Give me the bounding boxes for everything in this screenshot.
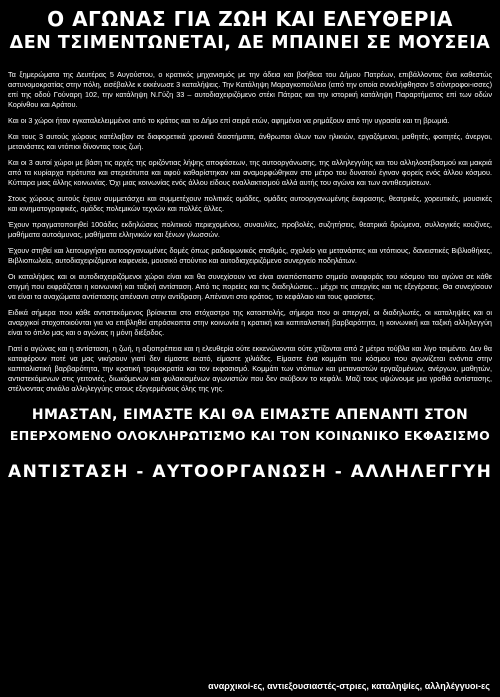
headline-line-2: ΔΕΝ ΤΣΙΜΕΝΤΩΝΕΤΑΙ, ΔΕ ΜΠΑΙΝΕΙ ΣΕ ΜΟΥΣΕΙΑ xyxy=(9,33,491,53)
paragraph: Στους χώρους αυτούς έχουν συμμετάσχει και συμμετέχουν πολιτικές ομάδες, ομάδες αυτοοργανωμένης έκφρασης, θεατρικές, χορευτικές, μουσικές και κινηματογραφικές, ομάδες πολεμικών τεχνών και πολλές άλλες. xyxy=(8,193,492,213)
paragraph: Και οι 3 αυτοί χώροι με βάση τις αρχές της οριζόντιας λήψης αποφάσεων, της αυτοοργάνωσης, της αλληλεγγύης και του αλληλοσεβασμού και μακριά από τα κυρίαρχα πρότυπα και στερεότυπα και αφού καθαρίστηκαν και αναμορφώθηκαν στο μέτρο του δυνατού έγιναν φορείς ενός άλλου κόσμου. Κύτταρα μιας άλλης κοινωνίας. Όχι μιας κοινωνίας ενός άλλου είδους εναλλακτισμού αλλά αυτής του αγώνα και των αντιθεσμίσεων. xyxy=(8,157,492,187)
paragraph: Και τους 3 αυτούς χώρους κατέλαβαν σε διαφορετικά χρονικά διαστήματα, άνθρωποι όλων των ηλικιών, εργαζόμενοι, μαθητές, φοιτητές, άνεργοι, μετανάστες και ντόπιοι δίνοντας τους ζωή. xyxy=(8,131,492,151)
paragraph: Και οι 3 χώροι ήταν εγκαταλελειμμένοι από το κράτος και το Δήμο επί σειρά ετών, αφημένοι να ρημάξουν από την υγρασία και τη βρωμιά. xyxy=(8,115,450,125)
signature: αναρχικοί-ες, αντιεξουσιαστές-στριες, καταληψίες, αλληλέγγυοι-ες xyxy=(208,681,490,691)
paragraph: Έχουν πραγματοποιηθεί 100άδες εκδηλώσεις πολιτικού περιεχομένου, συναυλίες, προβολές, συζητήσεις, θεατρικά δρώμενα, συλλογικές κουζίνες, μαθήματα αυτοάμυνας, μαθήματα ελληνικών και ξένων γλωσσών. xyxy=(8,219,492,239)
paragraph: Έχουν στηθεί και λειτουργήσει αυτοοργανωμένες δομές όπως ραδιοφωνικός σταθμός, σχολείο για μετανάστες και ντόπιους, δανειστικές Βιβλιοθήκες, Βιβλιοπωλεία, αυτοδιαχειριζόμενα καφενεία, μουσικό στούντιο και αυτοδιαχειριζόμενο συνεργείο ποδηλάτων. xyxy=(8,245,492,265)
paragraph: Γιατί ο αγώνας και η αντίσταση, η ζωή, η αξιοπρέπεια και η ελευθερία ούτε εκκενώνονται ούτε χτίζονται από 2 μέτρα τούβλα και λίγο τσιμέντο. Δεν θα καταφέρουν ποτέ να μας νικήσουν γιατί δεν είμαστε εκατό, είμαστε χιλιάδες. Είμαστε ένα κομμάτι του κόσμου που αγωνίζεται ενάντια στην καπιταλιστική βαρβαρότητα, την κρατική τρομοκρατία και τον εκφασισμό. Κομμάτι των ντόπιων και μεταναστών εργαζομένων, ανέργων, μαθητών, αντιστεκόμενων στις γειτονιές, διωκόμενων και φυλακισμένων αγωνιστών που δεν σκύβουν το κεφάλι. Μαζί τους υψώνουμε μια γροθιά αντίστασης, στέλνοντας σινιάλο αλληλεγγύης στους εξεγερμένους όλης της γης. xyxy=(8,343,492,393)
slogan-line-2: ΕΠΕΡΧΟΜΕΝΟ ΟΛΟΚΛΗΡΩΤΙΣΜΟ ΚΑΙ ΤΟΝ ΚΟΙΝΩΝΙΚΟ ΕΚΦΑΣΙΣΜΟ xyxy=(9,427,491,443)
headline-line-1: Ο ΑΓΩΝΑΣ ΓΙΑ ΖΩΗ ΚΑΙ ΕΛΕΥΘΕΡΙΑ xyxy=(47,7,453,31)
paragraph: Οι καταλήψεις και οι αυτοδιαχειριζόμενοι χώροι είναι και θα συνεχίσουν να είναι αναπόσπαστο σημείο αναφοράς του κόσμου του αγώνα σε κάθε στιγμή που εκφράζεται η κοινωνική και ταξική αντίσταση. Από τις πορείες και τις διαδηλώσεις... μέχρι τις απεργίες και τις εξεγέρσεις. Θα συνεχίσουν να είναι τα αναχώματα αντίστασης απέναντι στην αντίδραση. Απέναντι στο κράτος, το κεφάλαιο και τους φασίστες. xyxy=(8,271,492,301)
paragraph: Ειδικά σήμερα που κάθε αντιστεκόμενος βρίσκεται στο στόχαστρο της καταστολής, σήμερα που οι απεργοί, οι διαδηλωτές, οι καταληψίες και οι αναρχικοί στοχοποιούνται για να επιβληθεί απρόσκοπτα στην κοινωνία η κρατική και καπιταλιστική βαρβαρότητα, η κοινωνική και ταξική αλληλεγγύη είναι το όπλο μας και ο αγώνας η μόνη διέξοδος. xyxy=(8,307,492,337)
paragraph: Τα ξημερώματα της Δευτέρας 5 Αυγούστου, ο κρατικός μηχανισμός με την άδεια και βοήθεια του Δήμου Πατρέων, επιβάλλοντας ένα καθεστώς αστυνομοκρατίας στην πόλη, εισέβαλλε κ εκκένωσε 3 καταλήψεις. Την Κατάληψη Μαραγκοπούλειο (από την οποία συνελήφθησαν 5 σύντροφοι-ισσες) επί της οδού Γούναρη 102, την κατάληψη Ν.Γύζη 33 – αυτοδιαχειριζόμενο στέκι Πάτρας και την ιστορική κατάληψη Παραρτήματος επί των οδών Κορίνθου και Αράτου. xyxy=(8,69,492,109)
body-text xyxy=(8,70,492,394)
slogan-line-1: ΗΜΑΣΤΑΝ, ΕΙΜΑΣΤΕ ΚΑΙ ΘΑ ΕΙΜΑΣΤΕ ΑΠΕΝΑΝΤΙ ΣΤΟΝ xyxy=(31,406,469,423)
slogan-main: ΑΝΤΙΣΤΑΣΗ - ΑΥΤΟΟΡΓΑΝΩΣΗ - ΑΛΛΗΛΕΓΓΥΗ xyxy=(8,462,493,482)
